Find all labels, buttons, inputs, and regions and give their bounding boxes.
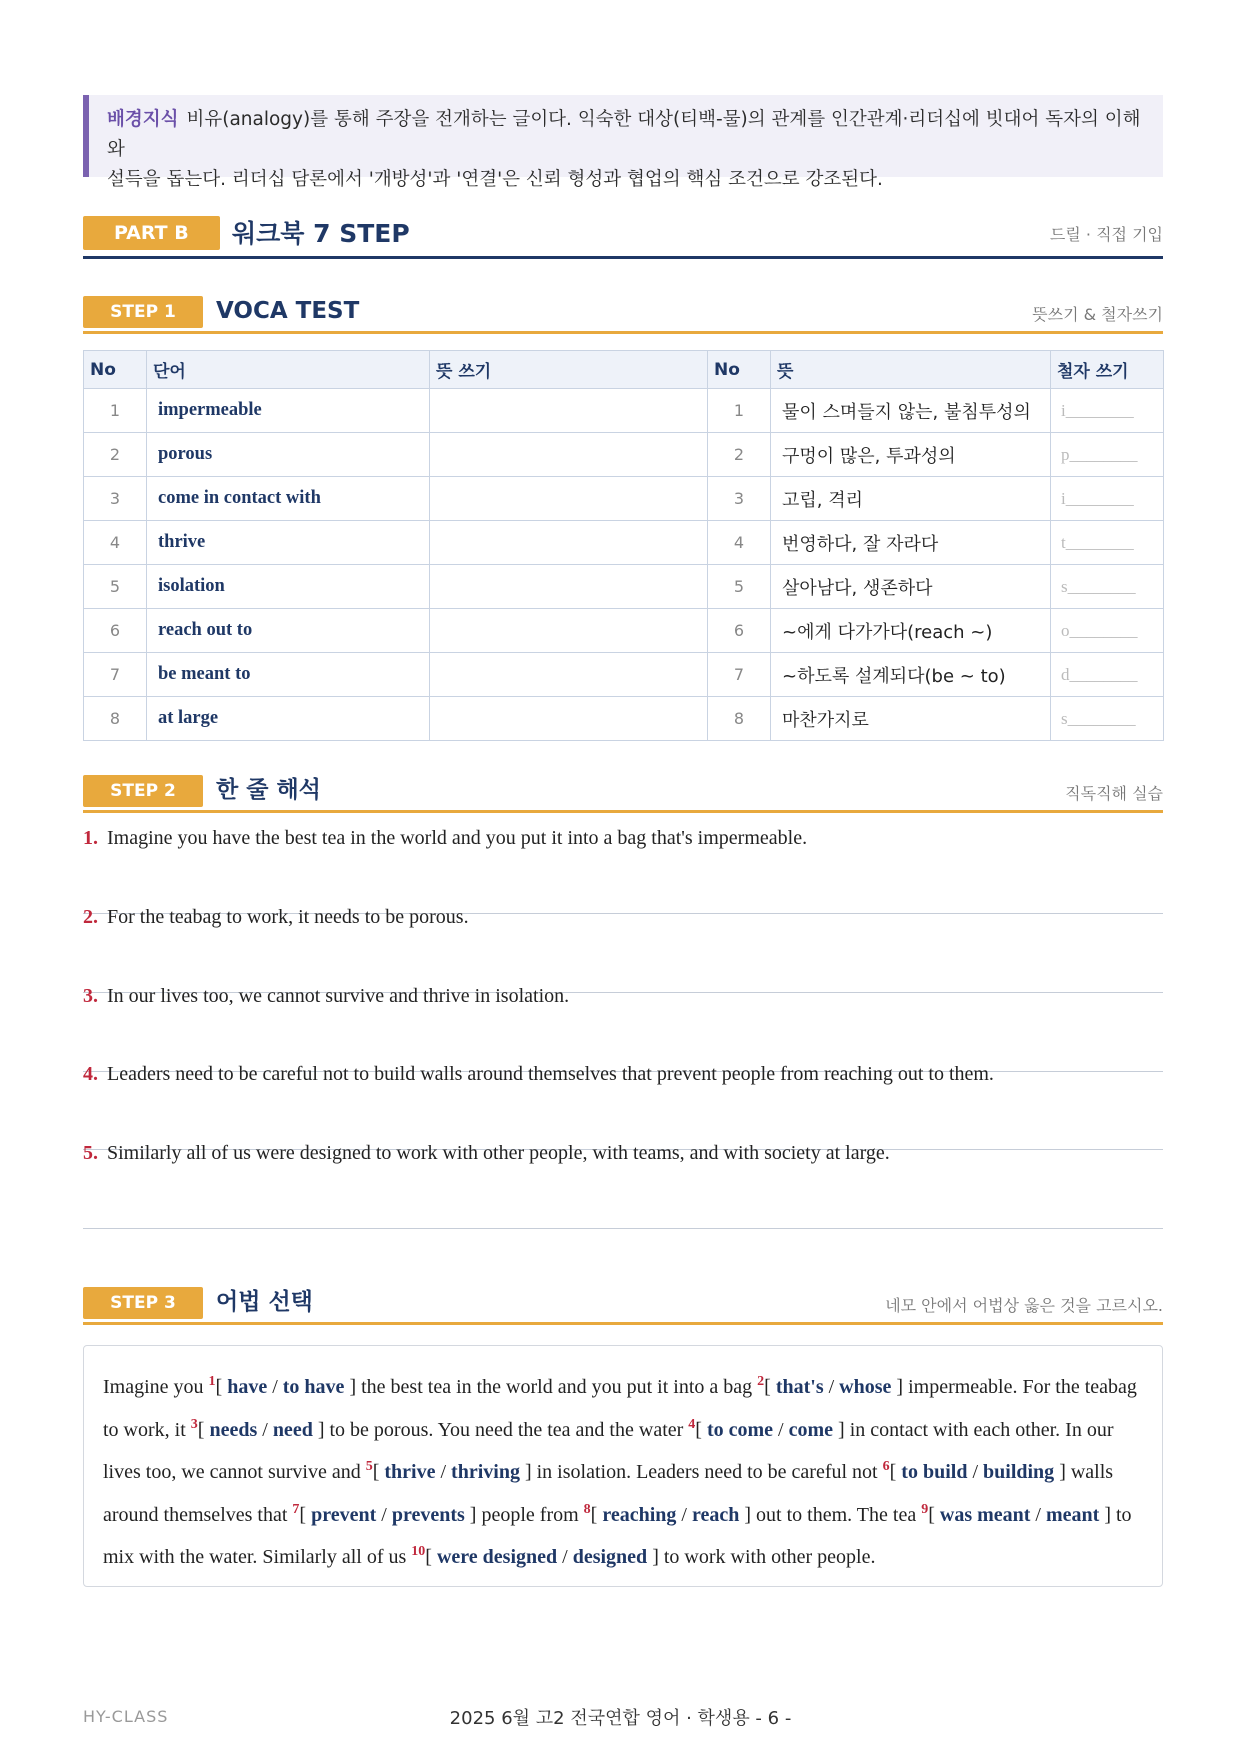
row-no2: 3	[708, 477, 771, 521]
row-meaning-input[interactable]	[430, 477, 708, 521]
choice-option[interactable]: designed	[572, 1546, 648, 1568]
step1-header	[83, 296, 1163, 334]
choice-option[interactable]: prevent	[311, 1503, 377, 1526]
voca-row	[84, 389, 1164, 433]
choice-number: 7	[292, 1501, 300, 1517]
choice-option[interactable]: building	[983, 1461, 1055, 1483]
row-spelling-hint[interactable]: p________	[1051, 433, 1164, 477]
passage-text: out to them. The tea	[751, 1503, 922, 1526]
step2-badge: STEP 2	[83, 775, 203, 807]
row-meaning: 물이 스며들지 않는, 불침투성의	[771, 389, 1051, 433]
grammar-passage: Imagine you $^1$[ have / to have ] the best tea in the world and you put it into a bag $^2$[ that's / whose ] impermeable. For the teabag to work, it $^3$[ needs / need ] to be porous. You need the tea and the water $^4$[ to come / come ] in contact with each other. In our lives too, we cannot survive and $^5$[ thrive / thriving ] in isolation. Leaders need to be careful not $^6$[ to build / building ] walls around themselves that $^7$[ prevent / prevents ] people from $^8$[ reaching / reach ] out to them. The tea $^9$[ was meant / meant ] to mix with the water. Similarly all of us $^{10}$[ were designed / designed ] to work with other people.	[83, 1345, 1163, 1587]
voca-row	[84, 565, 1164, 609]
choice-option[interactable]: prevents	[391, 1503, 465, 1526]
choice-option[interactable]: needs	[209, 1418, 258, 1441]
row-meaning: 고립, 격리	[771, 477, 1051, 521]
header-spell: 철자 쓰기	[1051, 351, 1164, 389]
footer-page-info: 2025 6월 고2 전국연합 영어 · 학생용 - 6 -	[449, 1708, 792, 1729]
step1-subtitle: 뜻쓰기 & 철자쓰기	[1032, 305, 1163, 324]
row-meaning-input[interactable]	[430, 697, 708, 741]
row-no2: 4	[708, 521, 771, 565]
row-no: 8	[84, 697, 147, 741]
part-title: 워크북 7 STEP	[232, 219, 410, 248]
row-spelling-hint[interactable]: s________	[1051, 697, 1164, 741]
row-meaning: 살아남다, 생존하다	[771, 565, 1051, 609]
sentence-number: 1.	[83, 827, 98, 849]
row-word: thrive	[147, 521, 430, 565]
header-no2: No	[708, 351, 771, 389]
step2-header	[83, 775, 1163, 813]
choice-option[interactable]: have	[227, 1376, 268, 1398]
step2-subtitle: 직독직해 실습	[1065, 784, 1163, 803]
row-word: isolation	[147, 565, 430, 609]
header-meaning: 뜻	[771, 351, 1051, 389]
row-no2: 6	[708, 609, 771, 653]
row-word: porous	[147, 433, 430, 477]
row-no: 4	[84, 521, 147, 565]
choice-option[interactable]: were designed	[436, 1546, 558, 1568]
row-no2: 7	[708, 653, 771, 697]
sentence-text: In our lives too, we cannot survive and thrive in isolation.	[107, 985, 570, 1007]
row-no2: 8	[708, 697, 771, 741]
choice-option[interactable]: to build	[901, 1461, 968, 1483]
step1-title: VOCA TEST	[216, 298, 360, 324]
step3-subtitle: 네모 안에서 어법상 옳은 것을 고르시오.	[885, 1296, 1163, 1315]
voca-table	[83, 350, 1164, 741]
passage-text: the best tea in the world and you put it into a bag	[356, 1376, 758, 1398]
row-word: impermeable	[147, 389, 430, 433]
choice-option[interactable]: come	[788, 1418, 834, 1441]
choice-option[interactable]: whose	[839, 1376, 892, 1398]
background-text-line1: 비유(analogy)를 통해 주장을 전개하는 글이다. 익숙한 대상(티백-물)의 관계를 인간관계·리더십에 빗대어 독자의 이해와	[107, 109, 1141, 160]
row-no2: 1	[708, 389, 771, 433]
passage-text: people from	[476, 1503, 584, 1526]
voca-row	[84, 521, 1164, 565]
choice-number: 10	[411, 1544, 426, 1559]
sentence-item[interactable]	[83, 1062, 1163, 1150]
passage-text: impermeable. For the teabag to work, it	[103, 1376, 1137, 1441]
choice-option[interactable]: was meant	[939, 1503, 1031, 1526]
choice-option[interactable]: that's	[775, 1376, 824, 1398]
choice-option[interactable]: thrive	[384, 1461, 436, 1483]
row-no: 6	[84, 609, 147, 653]
row-meaning: ~에게 다가가다(reach ~)	[771, 609, 1051, 653]
row-no: 1	[84, 389, 147, 433]
sentence-text: Similarly all of us were designed to work with other people, with teams, and with society at large.	[107, 1142, 890, 1164]
step3-badge: STEP 3	[83, 1287, 203, 1319]
row-no: 3	[84, 477, 147, 521]
row-meaning-input[interactable]	[430, 433, 708, 477]
background-knowledge-box	[83, 95, 1163, 190]
choice-option[interactable]: meant	[1045, 1503, 1100, 1526]
sentence-number: 3.	[83, 985, 98, 1007]
voca-header-row	[84, 351, 1164, 389]
choice-number: 6	[882, 1459, 890, 1474]
sentence-text: Imagine you have the best tea in the world and you put it into a bag that's impermeable.	[107, 827, 808, 849]
row-spelling-hint[interactable]: s________	[1051, 565, 1164, 609]
row-no2: 5	[708, 565, 771, 609]
sentence-number: 5.	[83, 1142, 98, 1164]
sentence-text: For the teabag to work, it needs to be porous.	[107, 906, 469, 928]
sentence-item[interactable]	[83, 1141, 1163, 1229]
sentence-item[interactable]	[83, 905, 1163, 993]
row-meaning: ~하도록 설계되다(be ~ to)	[771, 653, 1051, 697]
row-meaning: 마찬가지로	[771, 697, 1051, 741]
row-spelling-hint[interactable]: i________	[1051, 389, 1164, 433]
choice-option[interactable]: to have	[282, 1376, 345, 1398]
passage-text: to mix with the water. Similarly all of us	[103, 1503, 1132, 1568]
row-no: 2	[84, 433, 147, 477]
row-meaning-input[interactable]	[430, 389, 708, 433]
row-meaning-input[interactable]	[430, 521, 708, 565]
step3-title: 어법 선택	[216, 1289, 313, 1315]
footer-brand: HY-CLASS	[83, 1707, 169, 1726]
choice-option[interactable]: need	[272, 1418, 313, 1441]
row-word: at large	[147, 697, 430, 741]
header-word: 단어	[147, 351, 430, 389]
row-meaning-input[interactable]	[430, 565, 708, 609]
passage-text: Imagine you	[103, 1376, 209, 1398]
part-b-header	[83, 214, 1163, 259]
row-no: 7	[84, 653, 147, 697]
row-word: be meant to	[147, 653, 430, 697]
sentence-item[interactable]	[83, 826, 1163, 914]
voca-row	[84, 653, 1164, 697]
row-spelling-hint[interactable]: d________	[1051, 653, 1164, 697]
sentence-text: Leaders need to be careful not to build walls around themselves that prevent people from reaching out to them.	[107, 1063, 994, 1085]
row-no: 5	[84, 565, 147, 609]
row-meaning: 구멍이 많은, 투과성의	[771, 433, 1051, 477]
passage-text: to work with other people.	[658, 1546, 876, 1568]
part-badge: PART B	[83, 216, 220, 250]
row-word: reach out to	[147, 609, 430, 653]
choice-number: 9	[921, 1501, 929, 1517]
row-meaning-input[interactable]	[430, 609, 708, 653]
choice-number: 4	[688, 1416, 696, 1432]
row-meaning: 번영하다, 잘 자라다	[771, 521, 1051, 565]
choice-option[interactable]: to come	[706, 1418, 774, 1441]
passage-text: to be porous. You need the tea and the water	[324, 1418, 689, 1441]
choice-option[interactable]: reaching	[602, 1503, 677, 1526]
row-word: come in contact with	[147, 477, 430, 521]
row-spelling-hint[interactable]: o________	[1051, 609, 1164, 653]
row-spelling-hint[interactable]: t________	[1051, 521, 1164, 565]
voca-row	[84, 609, 1164, 653]
header-write-meaning: 뜻 쓰기	[430, 351, 708, 389]
passage-text: in contact with each other. In our lives too, we cannot survive and	[103, 1418, 1114, 1483]
choice-number: 8	[583, 1501, 591, 1517]
step2-title: 한 줄 해석	[216, 777, 321, 803]
choice-option[interactable]: reach	[691, 1503, 740, 1526]
passage-text: walls around themselves that	[103, 1461, 1114, 1526]
voca-row	[84, 477, 1164, 521]
step3-header	[83, 1287, 1163, 1325]
row-no2: 2	[708, 433, 771, 477]
step1-badge: STEP 1	[83, 296, 203, 328]
background-label: 배경지식	[107, 109, 179, 130]
header-no: No	[84, 351, 147, 389]
choice-number: 2	[757, 1374, 765, 1389]
passage-text: in isolation. Leaders need to be careful not	[531, 1461, 883, 1483]
part-subtitle: 드릴 · 직접 기입	[1049, 225, 1163, 244]
choice-number: 3	[190, 1416, 198, 1432]
background-text-line2: 설득을 돕는다. 리더십 담론에서 '개방성'과 '연결'은 신뢰 형성과 협업의 핵심 조건으로 강조된다.	[107, 169, 883, 190]
choice-number: 1	[208, 1374, 216, 1389]
row-spelling-hint[interactable]: i________	[1051, 477, 1164, 521]
row-meaning-input[interactable]	[430, 653, 708, 697]
voca-row	[84, 697, 1164, 741]
sentence-item[interactable]	[83, 984, 1163, 1072]
choice-number: 5	[365, 1459, 373, 1474]
sentence-number: 4.	[83, 1063, 98, 1085]
voca-row	[84, 433, 1164, 477]
choice-option[interactable]: thriving	[451, 1461, 520, 1483]
sentence-number: 2.	[83, 906, 98, 928]
